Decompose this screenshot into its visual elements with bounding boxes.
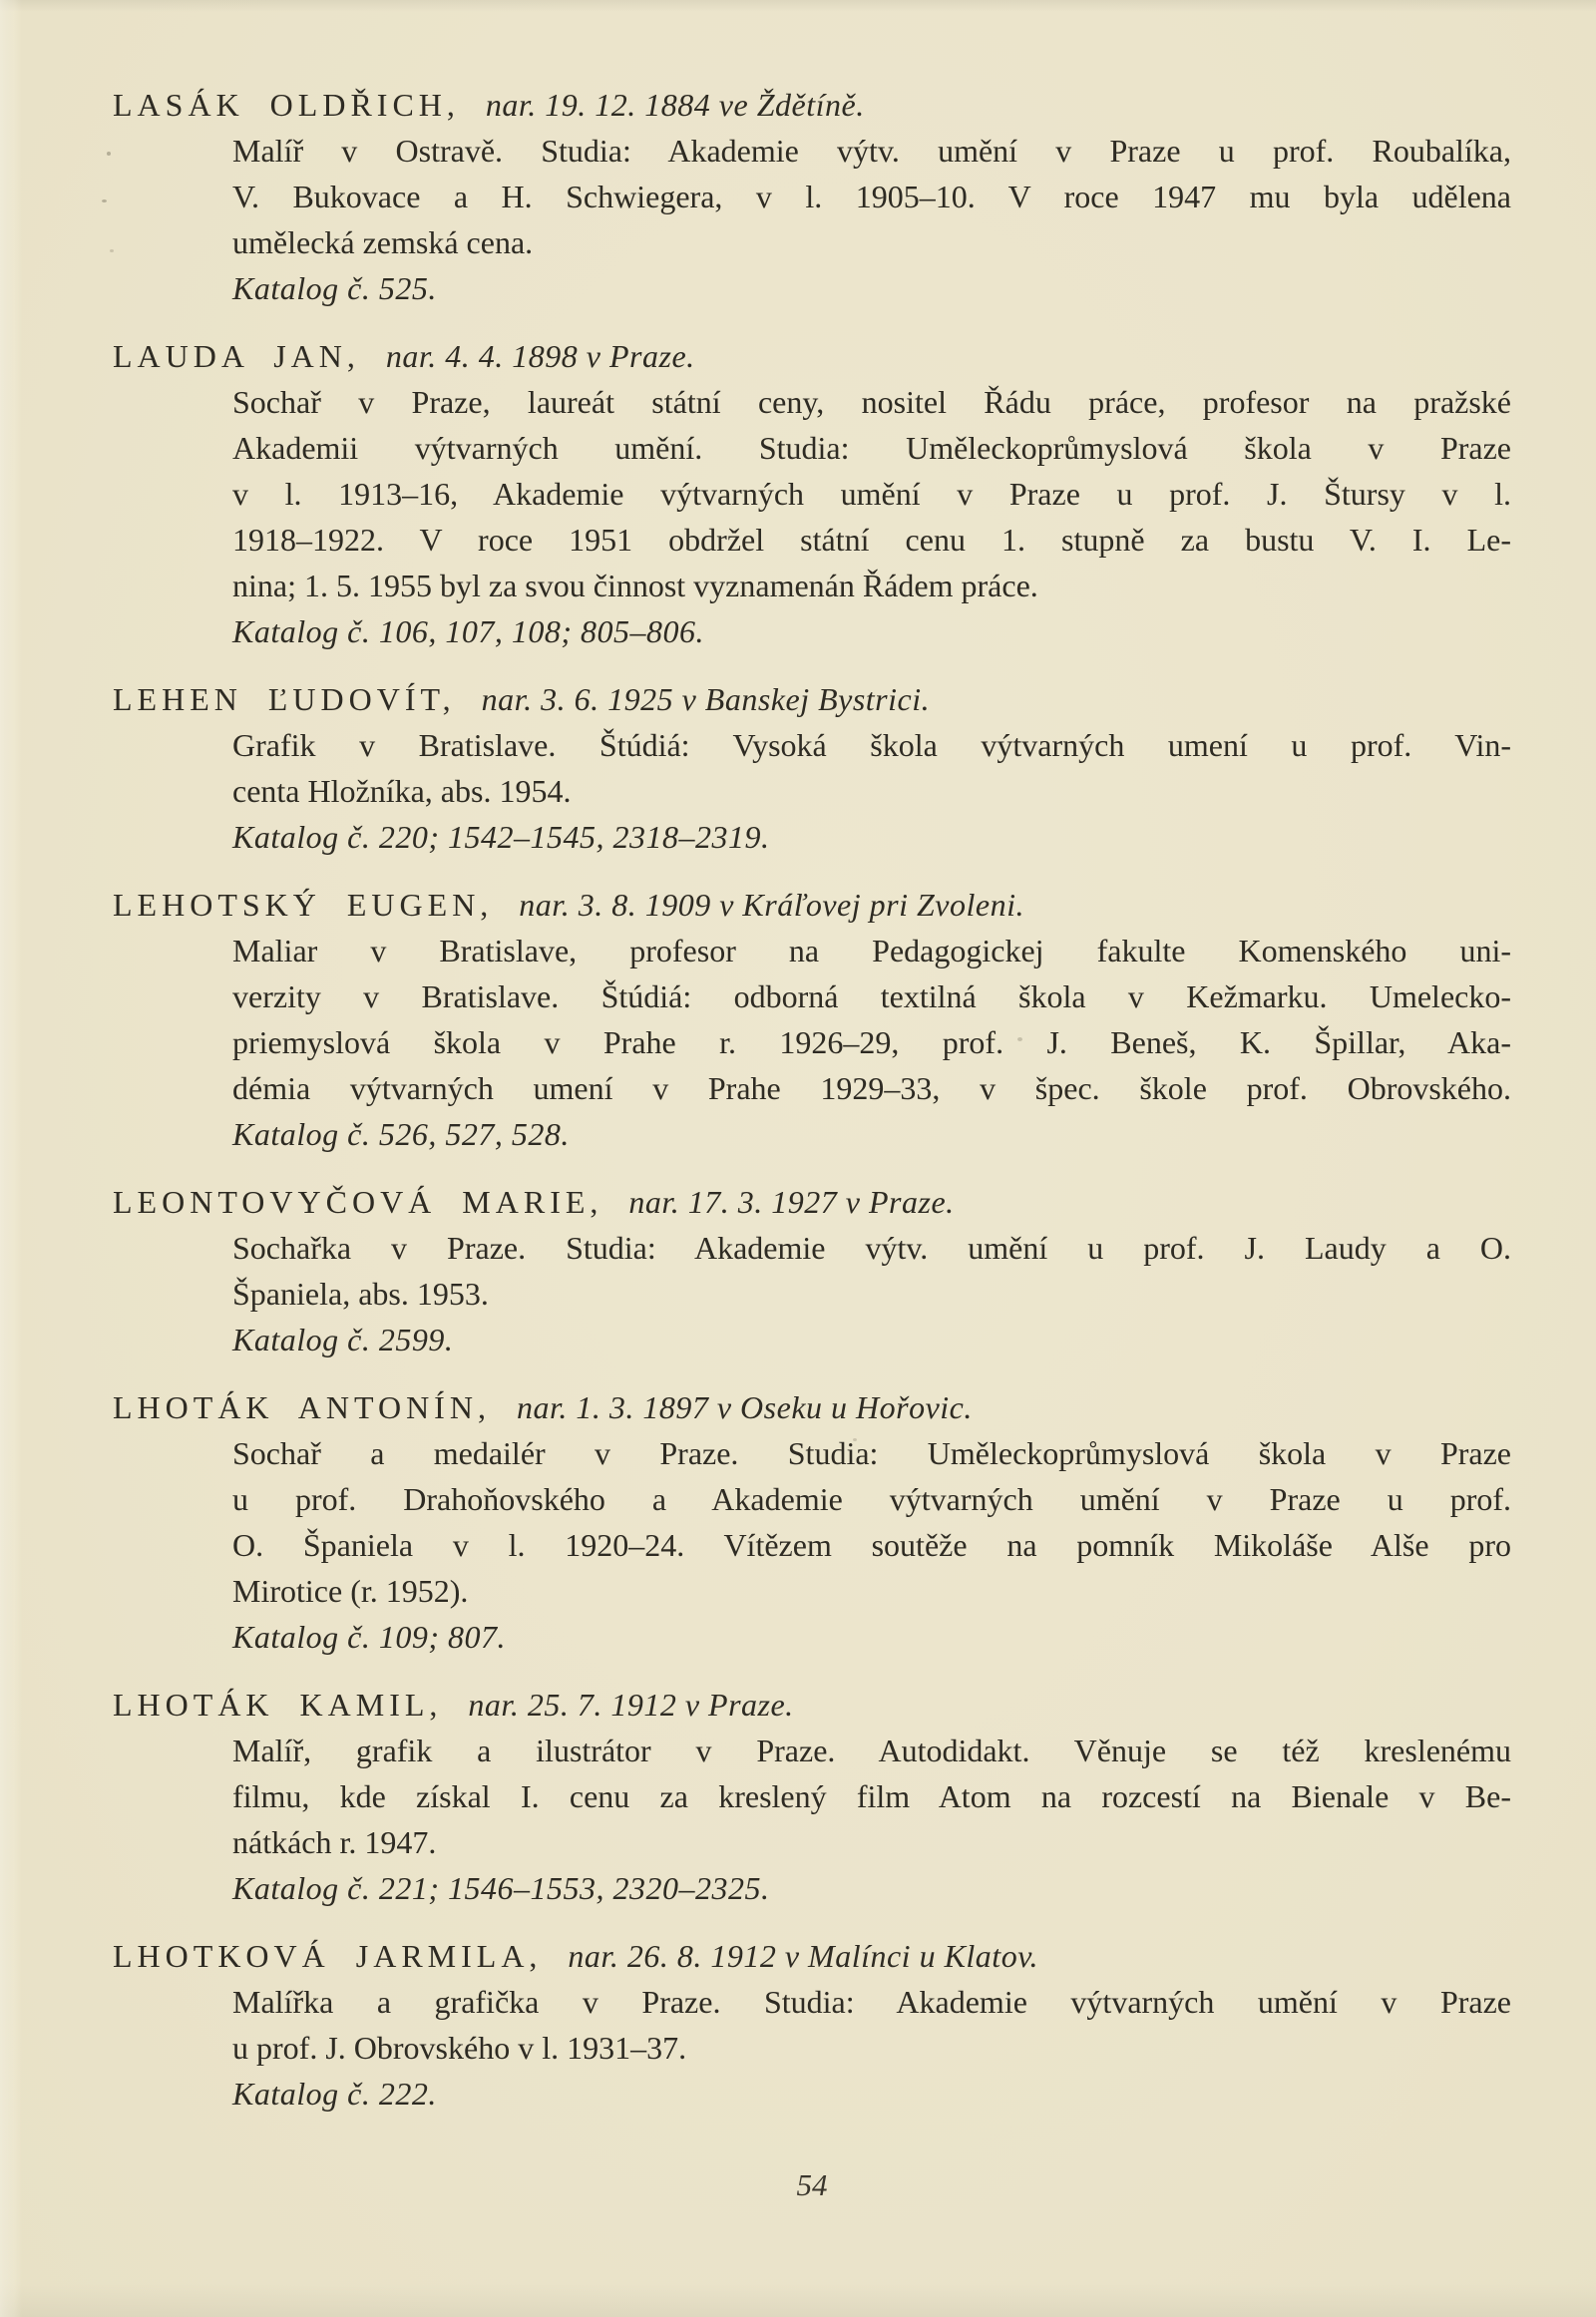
- artist-name: LAUDA JAN,: [113, 338, 386, 374]
- artist-name: LEHOTSKÝ EUGEN,: [113, 887, 520, 923]
- katalog-reference: Katalog č. 2599.: [232, 1322, 454, 1357]
- scan-speck: [110, 249, 114, 252]
- body-line: u prof. J. Obrovského v l. 1931–37.: [232, 2030, 687, 2066]
- entry-header: [113, 333, 1511, 379]
- birth-info: nar. 4. 4. 1898 v Praze.: [385, 338, 695, 374]
- artist-entry-4: [113, 1179, 1511, 1362]
- body-line: Grafik v Bratislave. Štúdiá: Vysoká škola výtvarných umení u prof. Vin-: [232, 727, 1511, 763]
- entry-header: [113, 676, 1511, 722]
- artist-entry-7: [113, 1933, 1511, 2117]
- artist-entry-5: [113, 1384, 1511, 1660]
- artist-entry-0: [113, 82, 1511, 311]
- artist-name: LHOTKOVÁ JARMILA,: [113, 1938, 569, 1974]
- body-line: Španiela, abs. 1953.: [232, 1276, 489, 1312]
- body-line: O. Španiela v l. 1920–24. Vítězem soutěže na pomník Mikoláše Alše pro: [232, 1527, 1511, 1563]
- katalog-reference: Katalog č. 525.: [232, 270, 437, 306]
- artist-name: LEONTOVYČOVÁ MARIE,: [113, 1184, 629, 1220]
- katalog-reference: Katalog č. 109; 807.: [232, 1619, 506, 1655]
- katalog-reference: Katalog č. 222.: [232, 2076, 437, 2112]
- birth-info: nar. 17. 3. 1927 v Praze.: [628, 1184, 955, 1220]
- entry-body: [232, 1430, 1511, 1660]
- body-line: nina; 1. 5. 1955 byl za svou činnost vyznamenán Řádem práce.: [232, 568, 1038, 603]
- entry-header: [113, 1179, 1511, 1225]
- body-line: centa Hložníka, abs. 1954.: [232, 773, 572, 809]
- katalog-reference: Katalog č. 526, 527, 528.: [232, 1116, 570, 1152]
- entry-body: [232, 128, 1511, 311]
- entry-header: [113, 1933, 1511, 1979]
- body-line: umělecká zemská cena.: [232, 224, 534, 260]
- entry-header: [113, 1384, 1511, 1430]
- artist-name: LHOTÁK ANTONÍN,: [113, 1389, 517, 1425]
- body-line: 1918–1922. V roce 1951 obdržel státní cenu 1. stupně za bustu V. I. Le-: [232, 522, 1511, 558]
- body-line: Mirotice (r. 1952).: [232, 1573, 469, 1609]
- birth-info: nar. 26. 8. 1912 v Malínci u Klatov.: [568, 1938, 1039, 1974]
- scan-speck: [107, 152, 111, 156]
- birth-info: nar. 3. 6. 1925 v Banskej Bystrici.: [481, 681, 931, 717]
- scan-speck: [1017, 1037, 1022, 1041]
- entry-header: [113, 1682, 1511, 1728]
- entry-header: [113, 82, 1511, 128]
- entry-header: [113, 882, 1511, 928]
- body-line: Sochař a medailér v Praze. Studia: Uměleckoprůmyslová škola v Praze: [232, 1435, 1511, 1471]
- body-line: Maliar v Bratislave, profesor na Pedagogickej fakulte Komenského uni-: [232, 933, 1511, 968]
- artist-entry-2: [113, 676, 1511, 860]
- artist-entries-list: [113, 82, 1511, 2117]
- body-line: V. Bukovace a H. Schwiegera, v l. 1905–10. V roce 1947 mu byla udělena: [232, 179, 1511, 214]
- body-line: nátkách r. 1947.: [232, 1824, 437, 1860]
- birth-info: nar. 1. 3. 1897 v Oseku u Hořovic.: [516, 1389, 973, 1425]
- birth-info: nar. 25. 7. 1912 v Praze.: [468, 1687, 794, 1723]
- artist-name: LASÁK OLDŘICH,: [113, 87, 486, 123]
- entry-body: [232, 379, 1511, 654]
- artist-entry-3: [113, 882, 1511, 1157]
- scan-speck: [853, 1438, 857, 1441]
- body-line: Akademii výtvarných umění. Studia: Uměleckoprůmyslová škola v Praze: [232, 430, 1511, 466]
- entry-body: [232, 1979, 1511, 2117]
- artist-name: LHOTÁK KAMIL,: [113, 1687, 469, 1723]
- body-line: Malíř v Ostravě. Studia: Akademie výtv. umění v Praze u prof. Roubalíka,: [232, 133, 1511, 169]
- artist-entry-6: [113, 1682, 1511, 1911]
- body-line: verzity v Bratislave. Štúdiá: odborná textilná škola v Kežmarku. Umelecko-: [232, 978, 1511, 1014]
- body-line: u prof. Drahoňovského a Akademie výtvarných umění v Praze u prof.: [232, 1481, 1511, 1517]
- scan-speck: [102, 199, 107, 202]
- birth-info: nar. 19. 12. 1884 ve Ždětíně.: [485, 87, 865, 123]
- artist-name: LEHEN ĽUDOVÍT,: [113, 681, 482, 717]
- body-line: priemyslová škola v Prahe r. 1926–29, prof. J. Beneš, K. Špillar, Aka-: [232, 1024, 1511, 1060]
- katalog-reference: Katalog č. 106, 107, 108; 805–806.: [232, 613, 704, 649]
- body-line: filmu, kde získal I. cenu za kreslený film Atom na rozcestí na Bienale v Be-: [232, 1778, 1511, 1814]
- page-number: 54: [796, 2167, 828, 2202]
- body-line: Sochař v Praze, laureát státní ceny, nositel Řádu práce, profesor na pražské: [232, 384, 1511, 420]
- entry-body: [232, 928, 1511, 1157]
- birth-info: nar. 3. 8. 1909 v Kráľovej pri Zvoleni.: [519, 887, 1024, 923]
- artist-entry-1: [113, 333, 1511, 654]
- body-line: Malířka a grafička v Praze. Studia: Akademie výtvarných umění v Praze: [232, 1984, 1511, 2020]
- body-line: Sochařka v Praze. Studia: Akademie výtv. umění u prof. J. Laudy a O.: [232, 1230, 1511, 1266]
- entry-body: [232, 1225, 1511, 1362]
- body-line: v l. 1913–16, Akademie výtvarných umění v Praze u prof. J. Štursy v l.: [232, 476, 1511, 512]
- katalog-reference: Katalog č. 220; 1542–1545, 2318–2319.: [232, 819, 770, 855]
- body-line: démia výtvarných umení v Prahe 1929–33, v špec. škole prof. Obrovského.: [232, 1070, 1511, 1106]
- entry-body: [232, 722, 1511, 860]
- body-line: Malíř, grafik a ilustrátor v Praze. Autodidakt. Věnuje se též kreslenému: [232, 1733, 1511, 1768]
- katalog-reference: Katalog č. 221; 1546–1553, 2320–2325.: [232, 1870, 770, 1906]
- entry-body: [232, 1728, 1511, 1911]
